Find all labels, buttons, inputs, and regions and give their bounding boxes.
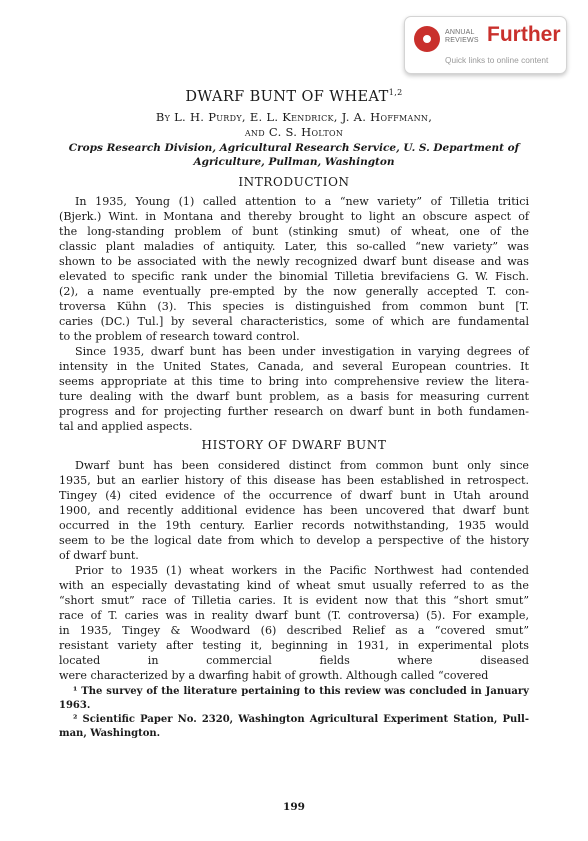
text-line: located in commercial fields where diseased: [59, 654, 529, 667]
text-line: occurred in the 19th century. Earlier records notwithstanding, 1935 would: [59, 519, 529, 532]
text-line: to the problem of research toward control.: [59, 330, 300, 343]
paragraph-history-1: [59, 458, 529, 563]
title-footnote-marks: 1,2: [388, 88, 403, 97]
text-line: ¹ The survey of the literature pertaining to this review was concluded in January: [73, 686, 529, 697]
text-line: troversa Kühn (3). This species is distinguished from common bunt [T.: [59, 300, 529, 313]
text-line: the long-standing problem of bunt (stinking smut) of wheat, one of the: [59, 225, 529, 238]
text-line: (2), a name eventually pre-empted by the now generally accepted T. con-: [59, 285, 529, 298]
text-line: shown to be associated with the newly recognized dwarf bunt disease and was: [59, 255, 529, 268]
badge-title: Further: [487, 23, 561, 46]
text-line: ² Scientific Paper No. 2320, Washington Agricultural Experiment Station, Pull-: [73, 714, 529, 725]
text-line: tal and applied aspects.: [59, 420, 193, 433]
badge-brand: [445, 29, 485, 45]
text-line: Since 1935, dwarf bunt has been under investigation in varying degrees of: [75, 345, 529, 358]
text-line: “short smut” race of Tilletia caries. It is evident now that this “short smut”: [59, 594, 529, 607]
text-line: race of T. caries was in reality dwarf bunt (T. controversa) (5). For example,: [59, 609, 529, 622]
section-heading-history: HISTORY OF DWARF BUNT: [201, 438, 387, 452]
text-line: 1963.: [59, 700, 91, 711]
text-line: resistant variety after testing it, beginning in 1931, in experimental plots: [59, 639, 529, 652]
text-line: seem to be the logical date from which to develop a perspective of the history: [59, 534, 529, 547]
text-line: progress and for projecting further research on dwarf bunt in both fundamen-: [59, 405, 529, 418]
text-line: intensity in the United States, Canada, and several European countries. It: [59, 360, 529, 373]
text-line: were characterized by a dwarfing habit of growth. Although called “covered: [59, 669, 489, 682]
annual-reviews-further-badge[interactable]: [404, 16, 567, 74]
text-line: Dwarf bunt has been considered distinct from common bunt only since: [75, 459, 529, 472]
text-line: man, Washington.: [59, 728, 161, 739]
annual-reviews-logo-icon: [414, 26, 440, 52]
text-line: caries (DC.) Tul.] by several characteristics, some of which are fundamental: [59, 315, 529, 328]
text-line: in 1935, Tingey & Woodward (6) described Relief as a “covered smut”: [59, 624, 529, 637]
footnotes: [59, 685, 529, 741]
text-line: ture dealing with the dwarf bunt problem, as a basis for measuring current: [59, 390, 529, 403]
section-heading-introduction: INTRODUCTION: [238, 175, 350, 189]
text-line: 1935, but an earlier history of this disease has been established in retrospect.: [59, 474, 529, 487]
authors-line-1: By L. H. Purdy, E. L. Kendrick, J. A. Hoffmann,: [155, 110, 433, 124]
page-number: 199: [283, 801, 305, 813]
badge-subtitle: Quick links to online content: [445, 55, 549, 65]
badge-brand-line1: ANNUAL: [445, 29, 475, 36]
text-line: Tingey (4) cited evidence of the occurrence of dwarf bunt in Utah around: [59, 489, 529, 502]
paragraph-history-2: [59, 563, 529, 683]
paragraph-intro-1: [59, 194, 529, 344]
text-line: of dwarf bunt.: [59, 549, 139, 562]
affiliation-line-1: Crops Research Division, Agricultural Research Service, U. S. Department of: [68, 142, 520, 154]
text-line: elevated to specific rank under the binomial Tilletia brevifaciens G. W. Fisch.: [59, 270, 529, 283]
text-line: seems appropriate at this time to bring into comprehensive review the litera-: [59, 375, 529, 388]
text-line: (Bjerk.) Wint. in Montana and thereby brought to light an obscure aspect of: [59, 210, 529, 223]
article-title-text: DWARF BUNT OF WHEAT: [185, 89, 389, 105]
article-title: [0, 84, 588, 106]
badge-brand-line2: REVIEWS: [445, 37, 479, 44]
text-line: Prior to 1935 (1) wheat workers in the Pacific Northwest had contended: [75, 564, 529, 577]
authors-line-2: and C. S. Holton: [244, 125, 344, 139]
text-line: classic plant maladies of antiquity. Later, this so-called “new variety” was: [59, 240, 529, 253]
affiliation-line-2: Agriculture, Pullman, Washington: [193, 156, 395, 168]
text-line: with an especially devastating kind of wheat smut usually referred to as the: [59, 579, 529, 592]
text-line: In 1935, Young (1) called attention to a “new variety” of Tilletia tritici: [75, 195, 529, 208]
text-line: 1900, and recently additional evidence has been uncovered that dwarf bunt: [59, 504, 529, 517]
paragraph-intro-2: [59, 344, 529, 434]
